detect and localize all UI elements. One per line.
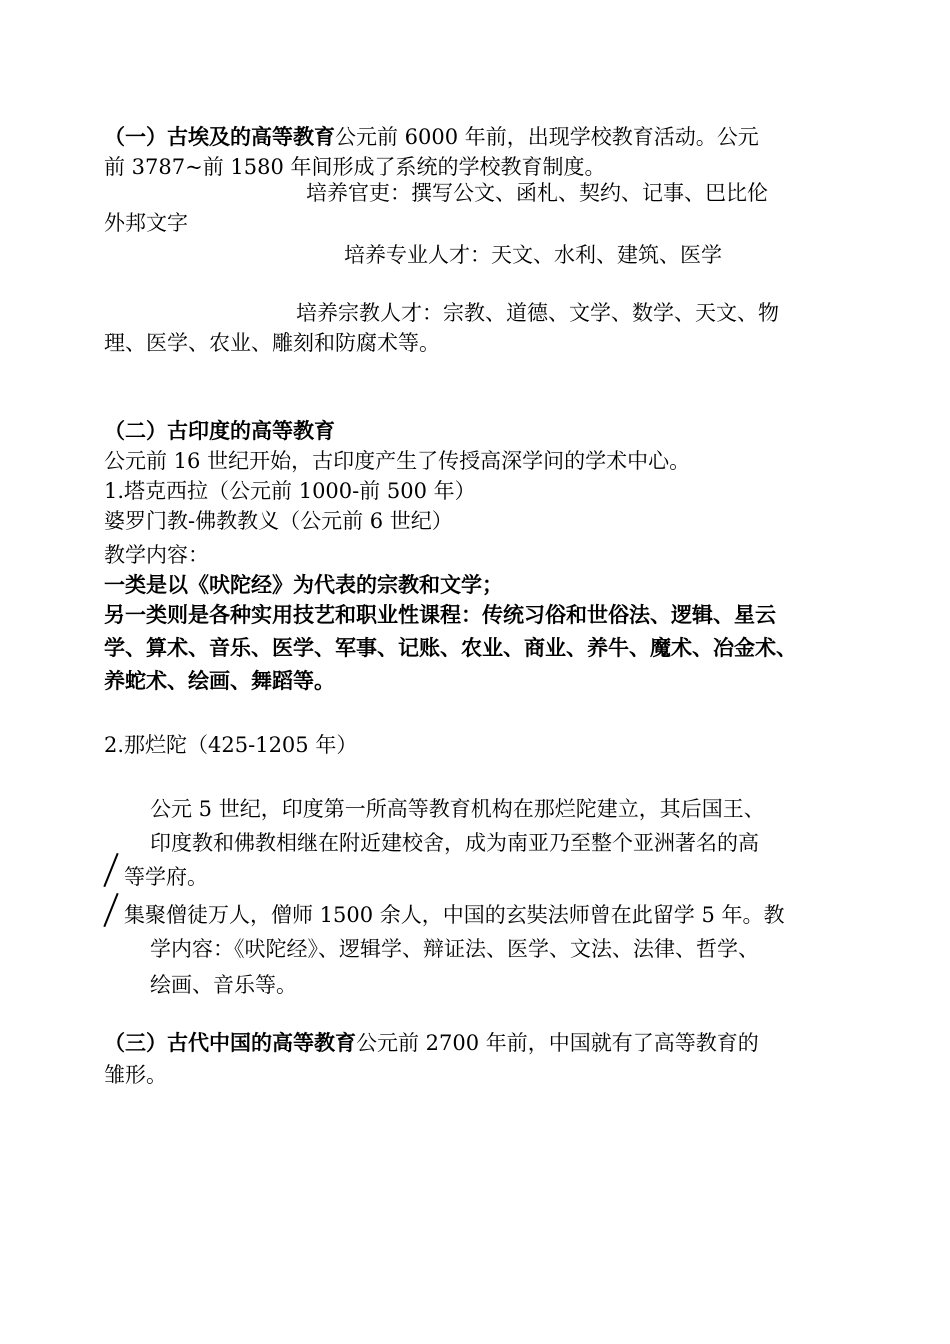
section3-heading: （三）古代中国的高等教育 [104, 1030, 356, 1055]
professionals-line: 培养专业人才：天文、水利、建筑、医学 [344, 243, 722, 267]
section3-line2: 雏形。 [104, 1063, 167, 1087]
taxila-title: 1.塔克西拉（公元前 1000-前 500 年） [104, 479, 476, 503]
religious-line-cont: 理、医学、农业、雕刻和防腐术等。 [104, 331, 440, 355]
nalanda-para2-end: 绘画、音乐等。 [150, 973, 297, 997]
content-item-2: 另一类则是各种实用技艺和职业性课程：传统习俗和世俗法、逻辑、星云 [104, 602, 776, 627]
section3-text: 公元前 2700 年前，中国就有了高等教育的 [356, 1031, 759, 1055]
section1-line1 [104, 120, 759, 154]
officials-line-cont: 外邦文字 [104, 211, 188, 235]
nalanda-para2: 集聚僧徒万人，僧师 1500 余人，中国的玄奘法师曾在此留学 5 年。教 [124, 903, 785, 927]
slash-mark [103, 853, 118, 887]
section1-text: 公元前 6000 年前，出现学校教育活动。公元 [335, 125, 759, 149]
religious-line: 培养宗教人才：宗教、道德、文学、数学、天文、物 [296, 301, 779, 325]
section1-line2: 前 3787~前 1580 年间形成了系统的学校教育制度。 [104, 155, 606, 179]
content-item-2-cont: 学、算术、音乐、医学、军事、记账、农业、商业、养牛、魔术、冶金术、 [104, 635, 797, 660]
nalanda-para1-end: 等学府。 [124, 865, 208, 889]
section2-heading: （二）古印度的高等教育 [104, 418, 335, 443]
nalanda-title: 2.那烂陀（425-1205 年） [104, 733, 358, 757]
section3-line1 [104, 1026, 759, 1060]
nalanda-para1: 公元 5 世纪，印度第一所高等教育机构在那烂陀建立，其后国王、 [150, 797, 765, 821]
taxila-doctrine: 婆罗门教-佛教教义（公元前 6 世纪） [104, 509, 453, 533]
slash-mark [103, 893, 118, 927]
nalanda-para1-cont: 印度教和佛教相继在附近建校舍，成为南亚乃至整个亚洲著名的高 [150, 831, 759, 855]
content-item-2-end: 养蛇术、绘画、舞蹈等。 [104, 668, 335, 693]
section1-heading: （一）古埃及的高等教育 [104, 124, 335, 149]
nalanda-para2-cont: 学内容：《吠陀经》、逻辑学、辩证法、医学、文法、法律、哲学、 [150, 937, 759, 961]
officials-line: 培养官吏：撰写公文、函札、契约、记事、巴比伦 [306, 181, 768, 205]
section2-intro: 公元前 16 世纪开始，古印度产生了传授高深学问的学术中心。 [104, 449, 691, 473]
content-item-1: 一类是以《吠陀经》为代表的宗教和文学； [104, 572, 503, 597]
content-label: 教学内容： [104, 543, 209, 567]
